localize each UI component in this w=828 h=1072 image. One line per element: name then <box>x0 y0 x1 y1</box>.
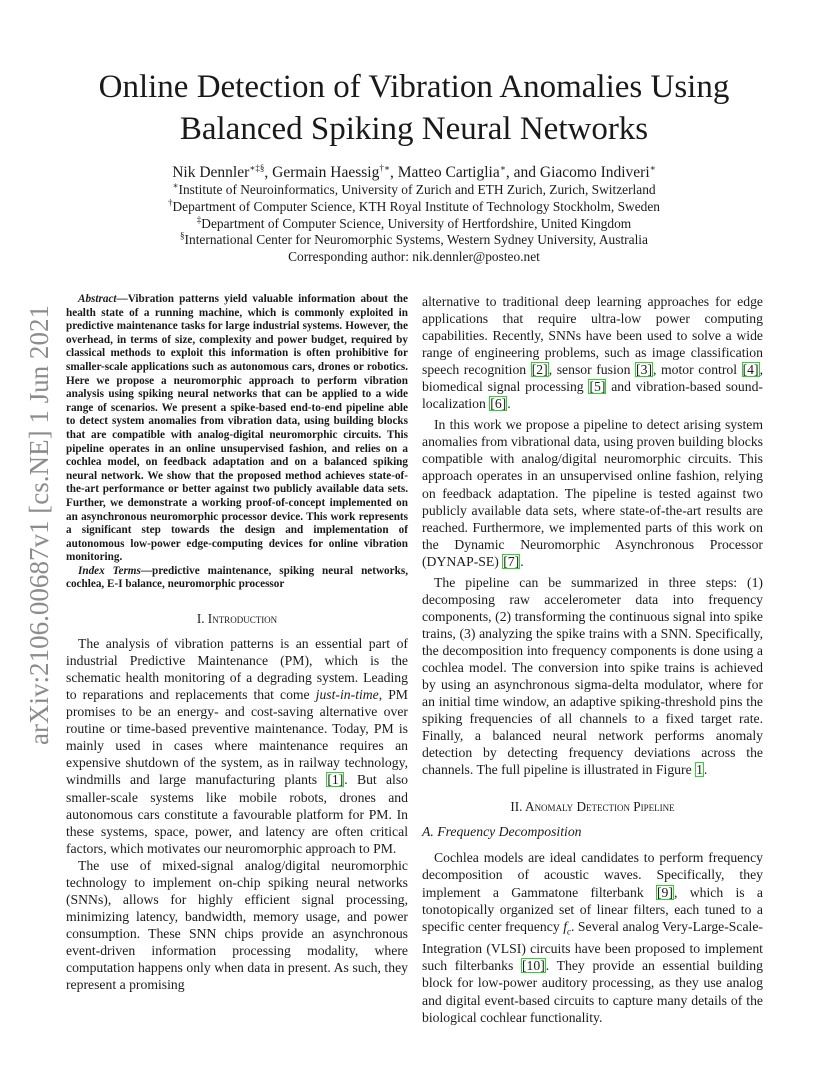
paragraph-text: . They provide an essential building block for low-power auditory processing, as they use analog and digital event-based circuits to capture many details of the biological cochlear functionality. <box>422 958 763 1025</box>
figure-link[interactable]: 1 <box>696 762 703 778</box>
author-name: Giacomo Indiveri <box>539 164 650 181</box>
affiliation-line <box>60 232 768 249</box>
author-marks: ∗ <box>649 162 656 173</box>
section-heading-introduction: I. Introduction <box>196 611 278 627</box>
title-line-2: Balanced Spiking Neural Networks <box>179 111 649 147</box>
affiliation-line <box>60 216 768 233</box>
paragraph <box>422 293 763 412</box>
paragraph-text: alternative to traditional deep learning approaches for edge applications that require ultra-low power computing capabilities. Recently, SNNs have been used to solve a wide range of engineering problems, such as image classification speech recognition <box>422 294 763 378</box>
title-line-1: Online Detection of Vibration Anomalies Using <box>98 69 730 105</box>
affiliation-line <box>60 199 768 216</box>
paragraph <box>422 849 763 1025</box>
corresponding-author: Corresponding author: nik.dennler@posteo.net <box>288 249 540 265</box>
math-symbol: f <box>563 918 567 934</box>
emphasis-text: just-in-time <box>315 687 379 703</box>
index-terms <box>66 565 408 592</box>
paragraph-text: Cochlea models are ideal candidates to perform frequency decomposition of acoustic waves. Specifically, they implement a Gammatone filterbank <box>422 850 763 900</box>
paragraph-text: . <box>703 762 708 778</box>
paragraph-text: In this work we propose a pipeline to detect arising system anomalies from vibrational data, using proven building blocks compatible with analog/digital neuromorphic circuits. This approach operates in an unsupervised online fashion, relying on feedback adaptation. The pipeline is tested against two publicly available data sets, where state-of-the-art results are reached. Furthermore, we implemented parts of this work on the Dynamic Neuromorphic Asynchronous Processor (DYNAP-SE) <box>422 417 763 569</box>
index-terms-label: Index Terms <box>78 564 141 577</box>
paragraph-text: . <box>520 553 524 569</box>
paragraph <box>422 416 763 569</box>
paper-title <box>60 66 768 150</box>
affiliations <box>60 182 768 266</box>
affiliation-mark: ∗ <box>172 180 179 191</box>
subsection-heading: A. Frequency Decomposition <box>422 824 582 840</box>
arxiv-stamp-text: arXiv:2106.00687v1 [cs.NE] 1 Jun 2021 <box>24 305 54 745</box>
abstract-text: —Vibration patterns yield valuable information about the health state of a running machine, which is commonly exploited in predictive maintenance tasks for large industrial systems. However, the overhead, in terms of size, complexity and power budget, required by classical methods to exploit this information is often prohibitive for smaller-scale applications such as autonomous cars, drones or robotics. Here we propose a neuromorphic approach to perform vibration analysis using spiking neural networks that can be applied to a wide range of scenarios. We present a spike-based end-to-end pipeline able to detect system anomalies from vibration data, using building blocks that are compatible with analog-digital neuromorphic circuits. This pipeline operates in an online unsupervised fashion, and relies on a cochlea model, on feedback adaptation and on a balanced spiking neural network. We show that the proposed method achieves state-of-the-art performance or better against two publicly available data sets. Further, we demonstrate a working proof-of-concept implemented on an asynchronous neuromorphic processor device. This work represents a significant step towards the design and implementation of autonomous low-power edge-computing devices for online vibration monitoring. <box>66 293 408 564</box>
citation-link[interactable]: [1] <box>327 772 344 788</box>
citation-link[interactable]: [10] <box>521 958 545 974</box>
paragraph-text: . <box>507 396 511 412</box>
author-separator: , <box>389 164 398 181</box>
affiliation-text: Department of Computer Science, KTH Royal Institute of Technology Stockholm, Sweden <box>172 198 660 214</box>
section-heading-pipeline: II. Anomaly Detection Pipeline <box>510 799 675 815</box>
citation-link[interactable]: [2] <box>531 362 548 378</box>
paragraph-text: , PM promises to be an energy- and cost-saving alternative over routine or time-based preventive maintenance. Today, PM is mainly used in cases where maintenance requires an expensive shutdown of the system, as in railway technology, windmills and large manufacturing plants <box>66 687 408 788</box>
author-marks: †∗ <box>379 162 390 173</box>
paragraph-text: , which is a tonotopically organized set of linear filters, each tuned to a specific center frequency <box>422 884 764 934</box>
affiliation-line <box>60 182 768 199</box>
paragraph <box>66 635 408 857</box>
index-terms-text: —predictive maintenance, spiking neural networks, cochlea, E-I balance, neuromorphic processor <box>66 564 408 591</box>
paragraph-text: , biomedical signal processing <box>422 362 764 395</box>
affiliation-mark: † <box>168 197 173 208</box>
citation-link[interactable]: [6] <box>490 396 507 412</box>
citation-link[interactable]: [4] <box>742 362 759 378</box>
affiliation-text: International Center for Neuromorphic Systems, Western Sydney University, Australia <box>184 232 648 248</box>
affiliation-text: Institute of Neuroinformatics, University of Zurich and ETH Zurich, Zurich, Switzerland <box>178 182 656 197</box>
author-list <box>60 164 768 182</box>
paragraph-text: The pipeline can be summarized in three steps: (1) decomposing raw accelerometer data into frequency components, (2) transforming the continuous signal into spike trains, (3) analyzing the spike trains with a SNN. Specifically, the decomposition into frequency components is done using a cochlea model. The conversion into spike trains is achieved by using an asynchronous sigma-delta modulator, where for an initial time window, an adaptive spiking-threshold pins the spiking frequencies of all channels to a fixed target rate. Finally, a balanced neural network performs anomaly detection by detecting frequency deviations across the channels. The full pipeline is illustrated in Figure <box>422 574 763 778</box>
paragraph-text: . But also smaller-scale systems like mobile robots, drones and autonomous cars constitute a favourable platform for PM. In these systems, space, power, and latency are often critical factors, which motivates our neuromorphic approach to PM. <box>66 772 408 856</box>
paragraph-text: . Several analog Very-Large-Scale-Integration (VLSI) circuits have been proposed to implement such filterbanks <box>422 918 763 974</box>
paragraph-text: , motor control <box>653 362 742 378</box>
affiliation-mark: § <box>180 230 185 241</box>
abstract-label: Abstract <box>78 293 117 305</box>
arxiv-stamp <box>6 300 66 750</box>
citation-link[interactable]: [5] <box>589 379 606 395</box>
math-subscript: c <box>567 926 571 937</box>
paragraph-text: The analysis of vibration patterns is an essential part of industrial Predictive Maintenance (PM), which is the schematic health monitoring of a degrading system. Leading to reparations and replacements that come <box>66 636 408 703</box>
author-name: Nik Dennler <box>172 164 250 181</box>
affiliation-text: Department of Computer Science, University of Hertfordshire, United Kingdom <box>201 215 632 231</box>
paragraph-text: , sensor fusion <box>548 362 636 378</box>
citation-link[interactable]: [7] <box>503 553 520 569</box>
citation-link[interactable]: [9] <box>657 884 673 900</box>
affiliation-mark: ‡ <box>196 214 202 225</box>
citation-link[interactable]: [3] <box>636 362 653 378</box>
author-marks: ∗‡§ <box>249 162 265 173</box>
author-name: Matteo Cartiglia <box>397 164 500 181</box>
author-name: Germain Haessig <box>272 164 380 181</box>
right-column <box>422 293 763 1026</box>
paragraph <box>422 574 763 779</box>
abstract <box>66 293 408 565</box>
paragraph: The use of mixed-signal analog/digital neuromorphic technology to implement on-chip spiking neural networks (SNNs), allows for highly efficient signal processing, minimizing latency, bandwidth, memory usage, and power consumption. These SNN chips provide an asynchronous event-driven information processing modality, where computation happens only when data in present. As such, they represent a promising <box>66 857 408 993</box>
author-marks: ∗ <box>499 162 506 173</box>
author-separator: , <box>264 164 273 181</box>
left-column <box>66 293 408 993</box>
author-separator: , and <box>505 164 540 181</box>
paragraph-text: and vibration-based sound-localization <box>422 379 763 412</box>
